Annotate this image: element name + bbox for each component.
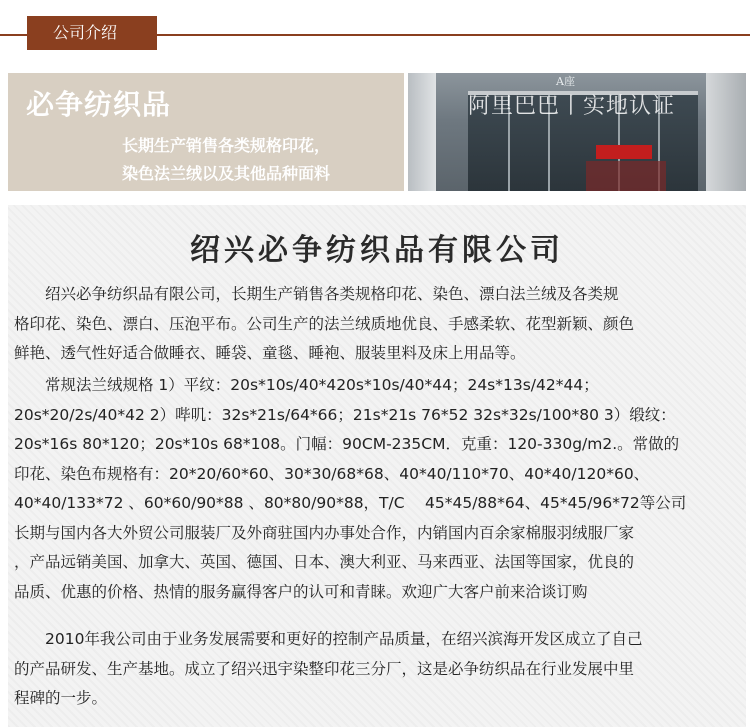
paragraph-line: 品质、优惠的价格、热情的服务赢得客户的认可和青睐。欢迎广大客户前来洽谈订购 bbox=[14, 582, 588, 601]
building-sign: A座 bbox=[556, 75, 575, 88]
section-header bbox=[0, 0, 750, 60]
paragraph-line: 绍兴必争纺织品有限公司，长期生产销售各类规格印花、染色、漂白法兰绒及各类规 bbox=[14, 285, 619, 303]
company-banner bbox=[8, 73, 746, 191]
paragraph-line: 20s*16s 80*120；20s*10s 68*108。门幅：90CM-235CM．克重：120-330g/m2.。常做的 bbox=[14, 435, 680, 453]
slogan-line-2: 染色法兰绒以及其他品种面料 bbox=[122, 164, 331, 183]
brand-name: 必争纺织品 bbox=[26, 88, 172, 121]
paragraph-history bbox=[14, 625, 742, 714]
paragraph-line: 常规法兰绒规格 1）平纹：20s*10s/40*420s*10s/40*44；24s*13s/42*44； bbox=[14, 376, 599, 394]
photo-watermark: 阿里巴巴丨实地认证 bbox=[468, 94, 676, 119]
slogan-line-1: 长期生产销售各类规格印花， bbox=[122, 136, 331, 155]
paragraph-line: ，产品远销美国、加拿大、英国、德国、日本、澳大利亚、马来西亚、法国等国家，优良的 bbox=[14, 553, 635, 571]
office-building-photo bbox=[408, 73, 746, 191]
paragraph-line: 的产品研发、生产基地。成立了绍兴迅宇染整印花三分厂，这是必争纺织品在行业发展中里 bbox=[14, 659, 635, 678]
paragraph-line: 程碑的一步。 bbox=[14, 689, 108, 707]
company-title: 绍兴必争纺织品有限公司 bbox=[190, 233, 564, 268]
paragraph-line: 格印花、染色、漂白、压泡平布。公司生产的法兰绒质地优良、手感柔软、花型新颖、颜色 bbox=[14, 314, 635, 333]
paragraph-line: 印花、染色布规格有：20*20/60*60、30*30/68*68、40*40/110*70、40*40/120*60、 bbox=[14, 464, 650, 483]
banner-text-panel bbox=[8, 73, 404, 191]
paragraph-line: 鲜艳、透气性好适合做睡衣、睡袋、童毯、睡袍、服装里料及床上用品等。 bbox=[14, 344, 526, 362]
company-description bbox=[8, 205, 746, 727]
paragraph-line: 40*40/133*72 、60*60/90*88 、80*80/90*88，T/C 45*45/88*64、45*45/96*72等公司 bbox=[14, 494, 687, 512]
paragraph-line: 长期与国内各大外贸公司服装厂及外商驻国内办事处合作，内销国内百余家棉服羽绒服厂家 bbox=[14, 523, 635, 542]
paragraph-specifications bbox=[14, 371, 742, 607]
paragraph-line: 20s*20/2s/40*42 2）哔叽：32s*21s/64*66；21s*21s 76*52 32s*32s/100*80 3）缎纹： bbox=[14, 405, 676, 424]
paragraph-overview bbox=[14, 280, 742, 369]
section-tab-company-intro[interactable]: 公司介绍 bbox=[27, 16, 157, 50]
paragraph-line: 2010年我公司由于业务发展需要和更好的控制产品质量，在绍兴滨海开发区成立了自己 bbox=[14, 630, 643, 648]
led-sign bbox=[596, 145, 652, 159]
